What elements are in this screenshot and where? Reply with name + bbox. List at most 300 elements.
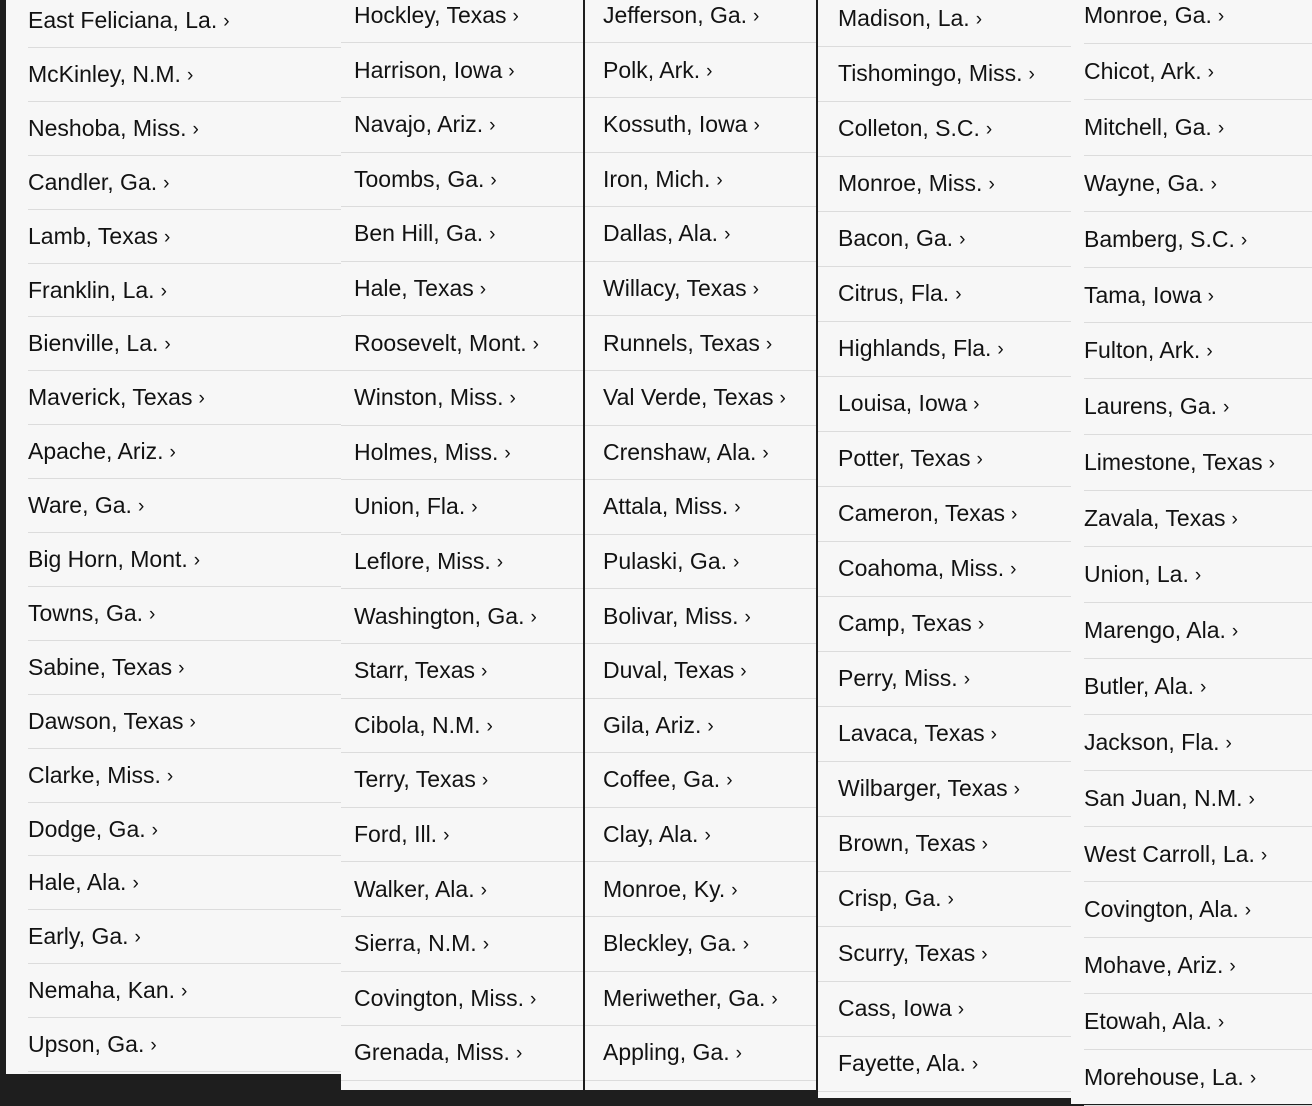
row-divider	[341, 861, 583, 862]
county-link[interactable]	[585, 603, 816, 632]
county-link[interactable]	[6, 61, 341, 90]
row-divider	[28, 532, 341, 533]
row-divider	[341, 916, 583, 917]
row-divider	[1084, 658, 1312, 659]
chevron-right-icon: ›	[742, 934, 750, 956]
county-link[interactable]	[818, 1050, 1071, 1079]
chevron-right-icon: ›	[515, 1043, 523, 1065]
chevron-right-icon: ›	[530, 606, 537, 628]
county-link[interactable]	[818, 775, 1071, 804]
row-divider	[1084, 267, 1312, 268]
chevron-right-icon: ›	[481, 770, 489, 792]
row-divider	[585, 916, 816, 917]
county-link[interactable]	[1071, 561, 1312, 590]
chevron-right-icon: ›	[753, 115, 760, 137]
chevron-right-icon: ›	[512, 6, 519, 27]
county-link[interactable]	[1071, 617, 1312, 646]
county-link[interactable]	[341, 439, 583, 468]
chevron-right-icon: ›	[1199, 676, 1207, 698]
row-divider	[585, 97, 816, 98]
county-link[interactable]	[341, 57, 583, 86]
row-divider	[585, 315, 816, 316]
county-link[interactable]	[6, 384, 341, 413]
chevron-right-icon: ›	[134, 927, 141, 949]
county-link[interactable]	[341, 111, 583, 140]
county-link-label: Crenshaw, Ala.	[603, 438, 757, 465]
chevron-right-icon: ›	[1011, 504, 1018, 525]
county-link-label: Pulaski, Ga.	[603, 548, 727, 574]
chevron-right-icon: ›	[971, 1054, 979, 1075]
county-link[interactable]	[6, 438, 341, 467]
county-link[interactable]	[6, 330, 341, 359]
chevron-right-icon: ›	[990, 724, 997, 745]
county-link-label: Ben Hill, Ga.	[354, 220, 484, 247]
county-link[interactable]	[818, 555, 1071, 584]
county-link[interactable]	[1071, 841, 1312, 870]
county-link-label: Walker, Ala.	[354, 875, 475, 902]
county-link-label: Bleckley, Ga.	[603, 930, 737, 957]
chevron-right-icon: ›	[988, 174, 995, 195]
row-divider	[28, 263, 341, 264]
chevron-right-icon: ›	[976, 449, 983, 470]
row-divider	[28, 855, 341, 856]
county-link[interactable]	[1071, 282, 1312, 311]
county-link-label: Monroe, Ga.	[1084, 2, 1212, 28]
county-link[interactable]	[585, 166, 816, 195]
county-link[interactable]	[1071, 226, 1312, 255]
county-link[interactable]	[585, 548, 816, 577]
county-link[interactable]	[585, 220, 816, 249]
county-link[interactable]	[1071, 449, 1312, 478]
county-link[interactable]	[818, 60, 1071, 89]
chevron-right-icon: ›	[530, 988, 537, 1010]
row-divider	[28, 155, 341, 156]
chevron-right-icon: ›	[706, 60, 713, 82]
county-link[interactable]	[818, 5, 1071, 34]
chevron-right-icon: ›	[509, 388, 516, 410]
chevron-right-icon: ›	[192, 118, 199, 140]
county-link[interactable]	[1071, 58, 1312, 87]
county-link-label: Navajo, Ariz.	[354, 111, 484, 138]
chevron-right-icon: ›	[975, 9, 983, 30]
chevron-right-icon: ›	[504, 442, 511, 464]
county-link-label: Meriwether, Ga.	[603, 984, 766, 1011]
county-link-label: Grenada, Miss.	[354, 1039, 510, 1066]
county-link[interactable]	[818, 335, 1071, 364]
county-link[interactable]	[6, 546, 341, 575]
row-divider	[341, 971, 583, 972]
county-link[interactable]	[1071, 785, 1312, 814]
county-link-label: Brown, Texas	[838, 830, 976, 856]
county-link[interactable]	[1071, 337, 1312, 366]
chevron-right-icon: ›	[733, 552, 740, 573]
county-link[interactable]	[1071, 170, 1312, 199]
row-divider	[818, 816, 1071, 817]
row-divider	[1084, 490, 1312, 491]
chevron-right-icon: ›	[482, 934, 490, 956]
row-divider	[818, 541, 1071, 542]
chevron-right-icon: ›	[1244, 900, 1252, 922]
county-link[interactable]	[1071, 1064, 1312, 1093]
row-divider	[341, 261, 583, 262]
county-link[interactable]	[6, 115, 341, 144]
county-link[interactable]	[818, 225, 1071, 254]
county-link[interactable]	[341, 930, 583, 959]
row-divider	[585, 261, 816, 262]
county-link-label: Etowah, Ala.	[1084, 1008, 1212, 1035]
row-divider	[1084, 434, 1312, 435]
county-link[interactable]	[818, 885, 1071, 914]
chevron-right-icon: ›	[508, 60, 515, 82]
county-link-label: Maverick, Texas	[28, 384, 193, 411]
county-column-3	[585, 0, 816, 1090]
county-link[interactable]	[341, 2, 583, 31]
county-link-label: Iron, Mich.	[603, 165, 711, 192]
county-link-label: Citrus, Fla.	[838, 280, 950, 306]
row-divider	[28, 101, 341, 102]
county-link-label: Marengo, Ala.	[1084, 616, 1226, 643]
row-divider	[585, 971, 816, 972]
chevron-right-icon: ›	[963, 669, 971, 690]
county-link[interactable]	[818, 720, 1071, 749]
row-divider	[1084, 322, 1312, 323]
row-divider	[818, 46, 1071, 47]
county-link-label: Fayette, Ala.	[838, 1050, 966, 1076]
county-link[interactable]	[585, 57, 816, 86]
row-divider	[341, 42, 583, 43]
chevron-right-icon: ›	[734, 497, 741, 519]
chevron-right-icon: ›	[981, 834, 988, 855]
county-link[interactable]	[585, 876, 816, 905]
chevron-right-icon: ›	[489, 115, 496, 137]
chevron-right-icon: ›	[471, 497, 478, 519]
chevron-right-icon: ›	[163, 172, 170, 194]
county-link[interactable]	[341, 985, 583, 1014]
county-link-label: Bolivar, Miss.	[603, 602, 739, 629]
county-link[interactable]	[6, 600, 341, 629]
county-link-label: Early, Ga.	[28, 923, 129, 950]
chevron-right-icon: ›	[1231, 620, 1239, 642]
county-link[interactable]	[818, 445, 1071, 474]
chevron-right-icon: ›	[496, 552, 504, 573]
county-link[interactable]	[1071, 673, 1312, 702]
chevron-right-icon: ›	[1010, 559, 1017, 580]
county-link-label: Tama, Iowa	[1084, 281, 1202, 308]
county-link-label: Colleton, S.C.	[838, 115, 980, 141]
chevron-right-icon: ›	[957, 999, 965, 1020]
chevron-right-icon: ›	[1231, 509, 1238, 531]
chevron-right-icon: ›	[1194, 565, 1202, 586]
county-link[interactable]	[6, 708, 341, 737]
chevron-right-icon: ›	[181, 981, 188, 1003]
county-link-label: Crisp, Ga.	[838, 885, 942, 911]
county-link-label: Val Verde, Texas	[603, 384, 774, 411]
county-link-label: Camp, Texas	[838, 610, 972, 636]
row-divider	[341, 1080, 583, 1081]
row-divider	[341, 1025, 583, 1026]
county-link[interactable]	[585, 821, 816, 850]
chevron-right-icon: ›	[166, 765, 174, 787]
county-link-label: McKinley, N.M.	[28, 60, 181, 87]
chevron-right-icon: ›	[947, 889, 954, 910]
county-link[interactable]	[585, 439, 816, 468]
county-link[interactable]	[6, 7, 341, 36]
chevron-right-icon: ›	[178, 657, 185, 679]
county-link[interactable]	[341, 876, 583, 905]
county-link-label: Dawson, Texas	[28, 707, 184, 734]
county-link-label: Scurry, Texas	[838, 940, 976, 966]
row-divider	[585, 752, 816, 753]
county-link[interactable]	[1071, 729, 1312, 758]
row-divider	[818, 211, 1071, 212]
county-link-label: Winston, Miss.	[354, 384, 504, 411]
row-divider	[1084, 1049, 1312, 1050]
county-link[interactable]	[341, 766, 583, 795]
county-link[interactable]	[585, 275, 816, 304]
chevron-right-icon: ›	[223, 11, 230, 32]
county-link-label: Bienville, La.	[28, 330, 159, 357]
row-divider	[1084, 714, 1312, 715]
row-divider	[818, 1091, 1071, 1092]
chevron-right-icon: ›	[752, 279, 759, 300]
row-divider	[1084, 993, 1312, 994]
row-divider	[585, 1080, 816, 1081]
row-divider	[585, 807, 816, 808]
county-link[interactable]	[818, 500, 1071, 529]
chevron-right-icon: ›	[137, 496, 145, 518]
row-divider	[1084, 43, 1312, 44]
county-link[interactable]	[818, 390, 1071, 419]
county-link-label: Monroe, Miss.	[838, 170, 983, 196]
chevron-right-icon: ›	[977, 614, 985, 635]
chevron-right-icon: ›	[765, 333, 773, 355]
row-divider	[341, 315, 583, 316]
chevron-right-icon: ›	[1206, 341, 1213, 363]
chevron-right-icon: ›	[1249, 1068, 1257, 1090]
chevron-right-icon: ›	[193, 550, 201, 571]
row-divider	[818, 376, 1071, 377]
row-divider	[585, 206, 816, 207]
chevron-right-icon: ›	[489, 224, 496, 246]
row-divider	[585, 152, 816, 153]
county-link[interactable]	[1071, 2, 1312, 31]
row-divider	[341, 152, 583, 153]
row-divider	[818, 266, 1071, 267]
chevron-right-icon: ›	[724, 224, 731, 246]
county-link[interactable]	[341, 1039, 583, 1068]
row-divider	[28, 478, 341, 479]
county-link[interactable]	[585, 493, 816, 522]
county-link-label: Butler, Ala.	[1084, 672, 1194, 699]
county-link[interactable]	[6, 223, 341, 252]
county-link-label: Chicot, Ark.	[1084, 57, 1202, 84]
chevron-right-icon: ›	[1260, 844, 1268, 866]
county-link-label: Perry, Miss.	[838, 665, 958, 691]
county-link[interactable]	[6, 277, 341, 306]
county-link[interactable]	[585, 2, 816, 31]
row-divider	[28, 1071, 341, 1072]
county-link-label: Jackson, Fla.	[1084, 728, 1220, 755]
county-link[interactable]	[6, 492, 341, 521]
county-link-label: Hale, Ala.	[28, 869, 127, 896]
county-link-label: Cameron, Texas	[838, 500, 1006, 526]
county-link-label: Starr, Texas	[354, 657, 476, 684]
county-link[interactable]	[6, 816, 341, 845]
chevron-right-icon: ›	[149, 603, 156, 625]
county-link[interactable]	[1071, 1008, 1312, 1037]
county-link-label: Monroe, Ky.	[603, 875, 726, 902]
county-link-label: Bacon, Ga.	[838, 225, 954, 251]
row-divider	[341, 425, 583, 426]
chevron-right-icon: ›	[480, 879, 487, 901]
row-divider	[818, 156, 1071, 157]
county-link-label: Toombs, Ga.	[354, 165, 485, 192]
county-link[interactable]	[585, 930, 816, 959]
chevron-right-icon: ›	[985, 119, 993, 140]
county-link-label: Terry, Texas	[354, 766, 476, 793]
county-link[interactable]	[585, 712, 816, 741]
county-link-label: Dallas, Ala.	[603, 220, 719, 247]
county-link[interactable]	[341, 275, 583, 304]
county-link[interactable]	[341, 493, 583, 522]
county-link[interactable]	[1071, 393, 1312, 422]
county-link[interactable]	[818, 280, 1071, 309]
chevron-right-icon: ›	[704, 825, 711, 846]
chevron-right-icon: ›	[1222, 397, 1230, 419]
county-link[interactable]	[341, 548, 583, 577]
county-link[interactable]	[818, 665, 1071, 694]
row-divider	[341, 479, 583, 480]
chevron-right-icon: ›	[744, 606, 751, 628]
county-link[interactable]	[341, 657, 583, 686]
chevron-right-icon: ›	[198, 388, 205, 410]
chevron-right-icon: ›	[981, 944, 988, 965]
county-link-label: East Feliciana, La.	[28, 7, 218, 33]
county-link-label: Hale, Texas	[354, 275, 474, 301]
county-link-label: Cibola, N.M.	[354, 711, 481, 738]
county-link[interactable]	[585, 985, 816, 1014]
row-divider	[1084, 99, 1312, 100]
county-link-label: Jefferson, Ga.	[603, 2, 748, 28]
row-divider	[28, 909, 341, 910]
county-link[interactable]	[341, 384, 583, 413]
row-divider	[341, 807, 583, 808]
county-link[interactable]	[1071, 505, 1312, 534]
county-link[interactable]	[585, 1039, 816, 1068]
chevron-right-icon: ›	[1217, 117, 1225, 139]
county-link-label: Gila, Ariz.	[603, 711, 702, 738]
county-link[interactable]	[818, 115, 1071, 144]
chevron-right-icon: ›	[160, 280, 167, 302]
row-divider	[28, 209, 341, 210]
row-divider	[28, 640, 341, 641]
row-divider	[585, 588, 816, 589]
county-link[interactable]	[818, 830, 1071, 859]
county-link-label: Highlands, Fla.	[838, 335, 992, 361]
chevron-right-icon: ›	[169, 442, 176, 464]
row-divider	[1084, 881, 1312, 882]
county-link[interactable]	[1071, 952, 1312, 981]
county-link[interactable]	[585, 657, 816, 686]
county-link[interactable]	[818, 610, 1071, 639]
county-link[interactable]	[341, 166, 583, 195]
row-divider	[1084, 770, 1312, 771]
county-link[interactable]	[341, 220, 583, 249]
county-link[interactable]	[585, 111, 816, 140]
county-link[interactable]	[341, 603, 583, 632]
county-link-label: Cass, Iowa	[838, 995, 952, 1021]
county-link[interactable]	[341, 330, 583, 359]
county-link-label: Runnels, Texas	[603, 329, 760, 356]
row-divider	[28, 694, 341, 695]
county-link-label: Union, Fla.	[354, 493, 466, 520]
county-link-label: Candler, Ga.	[28, 168, 158, 195]
row-divider	[341, 370, 583, 371]
row-divider	[818, 981, 1071, 982]
row-divider	[341, 643, 583, 644]
county-link-label: Louisa, Iowa	[838, 390, 968, 416]
chevron-right-icon: ›	[151, 819, 158, 841]
county-link-label: Sabine, Texas	[28, 653, 173, 680]
county-link[interactable]	[6, 977, 341, 1006]
chevron-right-icon: ›	[1207, 285, 1214, 307]
county-link-label: Kossuth, Iowa	[603, 111, 748, 138]
chevron-right-icon: ›	[1225, 732, 1232, 754]
county-link-label: Sierra, N.M.	[354, 930, 477, 957]
county-link[interactable]	[585, 766, 816, 795]
row-divider	[585, 698, 816, 699]
county-link[interactable]	[1071, 896, 1312, 925]
county-link[interactable]	[6, 654, 341, 683]
chevron-right-icon: ›	[164, 334, 171, 356]
county-link[interactable]	[341, 712, 583, 741]
county-link[interactable]	[585, 384, 816, 413]
county-link-label: Washington, Ga.	[354, 602, 525, 629]
county-link[interactable]	[818, 995, 1071, 1024]
chevron-right-icon: ›	[479, 279, 487, 300]
row-divider	[1084, 155, 1312, 156]
county-link[interactable]	[585, 330, 816, 359]
county-link-label: Tishomingo, Miss.	[838, 60, 1023, 86]
county-link[interactable]	[818, 170, 1071, 199]
county-link-label: Dodge, Ga.	[28, 815, 146, 842]
county-link[interactable]	[6, 923, 341, 952]
county-link[interactable]	[341, 821, 583, 850]
row-divider	[585, 1025, 816, 1026]
county-link-label: Leflore, Miss.	[354, 548, 491, 574]
row-divider	[818, 431, 1071, 432]
county-link[interactable]	[6, 869, 341, 898]
chevron-right-icon: ›	[1210, 173, 1217, 195]
row-divider	[28, 963, 341, 964]
chevron-right-icon: ›	[707, 715, 714, 737]
chevron-right-icon: ›	[726, 770, 733, 792]
county-link[interactable]	[818, 940, 1071, 969]
county-link[interactable]	[6, 1031, 341, 1060]
chevron-right-icon: ›	[731, 879, 738, 901]
county-link[interactable]	[6, 169, 341, 198]
row-divider	[28, 802, 341, 803]
row-divider	[341, 97, 583, 98]
county-link[interactable]	[6, 762, 341, 791]
row-divider	[341, 588, 583, 589]
county-link[interactable]	[1071, 114, 1312, 143]
chevron-right-icon: ›	[959, 229, 966, 250]
row-divider	[585, 861, 816, 862]
row-divider	[28, 1017, 341, 1018]
row-divider	[818, 761, 1071, 762]
chevron-right-icon: ›	[955, 284, 962, 305]
